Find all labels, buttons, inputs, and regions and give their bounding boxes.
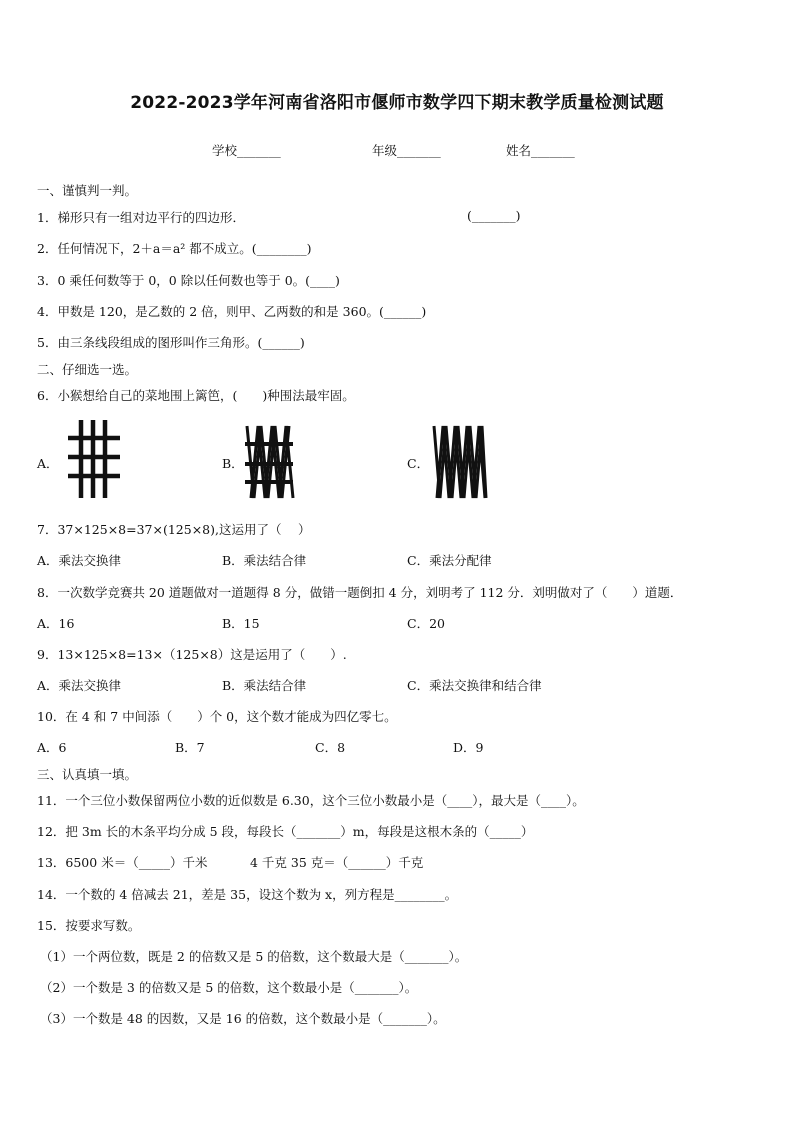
- question-2: 2．任何情况下，2＋a＝a² 都不成立。(________): [37, 241, 312, 256]
- q10-option-d[interactable]: D．9: [453, 740, 484, 755]
- question-15-sub-2: （2）一个数是 3 的倍数又是 5 的倍数，这个数最小是（_______）。: [40, 980, 418, 995]
- question-9: 9．13×125×8=13×（125×8）这是运用了（ ）.: [37, 647, 347, 662]
- page-title: 2022-2023学年河南省洛阳市偃师市数学四下期末教学质量检测试题: [130, 93, 664, 113]
- q7-option-b[interactable]: B．乘法结合律: [222, 553, 307, 568]
- q10-option-b[interactable]: B．7: [175, 740, 205, 755]
- q8-option-c[interactable]: C．20: [407, 616, 445, 631]
- q9-option-b[interactable]: B．乘法结合律: [222, 678, 307, 693]
- question-11: 11．一个三位小数保留两位小数的近似数是 6.30，这个三位小数最小是（____），最大是（____）。: [37, 793, 585, 808]
- question-15-sub-1: （1）一个两位数，既是 2 的倍数又是 5 的倍数，这个数最大是（_______）。: [40, 949, 468, 964]
- question-15: 15．按要求写数。: [37, 918, 141, 933]
- section-heading-fill: 三、认真填一填。: [37, 767, 138, 782]
- fence-square-grid-figure: [64, 418, 122, 500]
- q9-option-a[interactable]: A．乘法交换律: [37, 678, 122, 693]
- q9-option-c[interactable]: C．乘法交换律和结合律: [407, 678, 542, 693]
- question-8: 8．一次数学竞赛共 20 道题做对一道题得 8 分，做错一题倒扣 4 分，刘明考了 112 分．刘明做对了（ ）道题．: [37, 585, 683, 600]
- q10-option-a[interactable]: A．6: [37, 740, 67, 755]
- question-12: 12．把 3m 长的木条平均分成 5 段，每段长（_______）m，每段是这根木条的（_____）: [37, 824, 534, 839]
- name-field[interactable]: 姓名_______: [506, 143, 575, 158]
- question-7: 7．37×125×8=37×(125×8),这运用了（ ）: [37, 522, 311, 537]
- question-13-part-b: 4 千克 35 克＝（______）千克: [250, 855, 424, 870]
- question-5: 5．由三条线段组成的图形叫作三角形。(______): [37, 335, 305, 350]
- question-3: 3．0 乘任何数等于 0，0 除以任何数也等于 0。(____): [37, 273, 340, 288]
- grade-field[interactable]: 年级_______: [372, 143, 441, 158]
- q8-option-a[interactable]: A．16: [37, 616, 75, 631]
- q8-option-b[interactable]: B．15: [222, 616, 260, 631]
- question-13-part-a: 13．6500 米＝（_____）千米: [37, 855, 208, 870]
- question-6: 6．小猴想给自己的菜地围上篱笆，( )种围法最牢固。: [37, 388, 355, 403]
- question-1: 1．梯形只有一组对边平行的四边形．: [37, 210, 245, 225]
- fence-zigzag-figure: [430, 424, 490, 500]
- q10-option-c[interactable]: C．8: [315, 740, 346, 755]
- q6-option-c-label[interactable]: C．: [407, 456, 430, 471]
- question-1-answer-blank[interactable]: (_______): [467, 208, 521, 223]
- fence-cross-hatched-figure: [243, 424, 295, 500]
- question-4: 4．甲数是 120，是乙数的 2 倍，则甲、乙两数的和是 360。(______): [37, 304, 427, 319]
- q6-option-a-label[interactable]: A．: [37, 456, 59, 471]
- section-heading-choose: 二、仔细选一选。: [37, 362, 138, 377]
- q6-option-b-label[interactable]: B．: [222, 456, 244, 471]
- q7-option-c[interactable]: C．乘法分配律: [407, 553, 492, 568]
- q7-option-a[interactable]: A．乘法交换律: [37, 553, 122, 568]
- question-10: 10．在 4 和 7 中间添（ ）个 0，这个数才能成为四亿零七。: [37, 709, 397, 724]
- school-field[interactable]: 学校_______: [212, 143, 281, 158]
- section-heading-judge: 一、谨慎判一判。: [37, 183, 138, 198]
- question-15-sub-3: （3）一个数是 48 的因数，又是 16 的倍数，这个数最小是（_______）。: [40, 1011, 446, 1026]
- question-14: 14．一个数的 4 倍减去 21，差是 35，设这个数为 x，列方程是________。: [37, 887, 458, 902]
